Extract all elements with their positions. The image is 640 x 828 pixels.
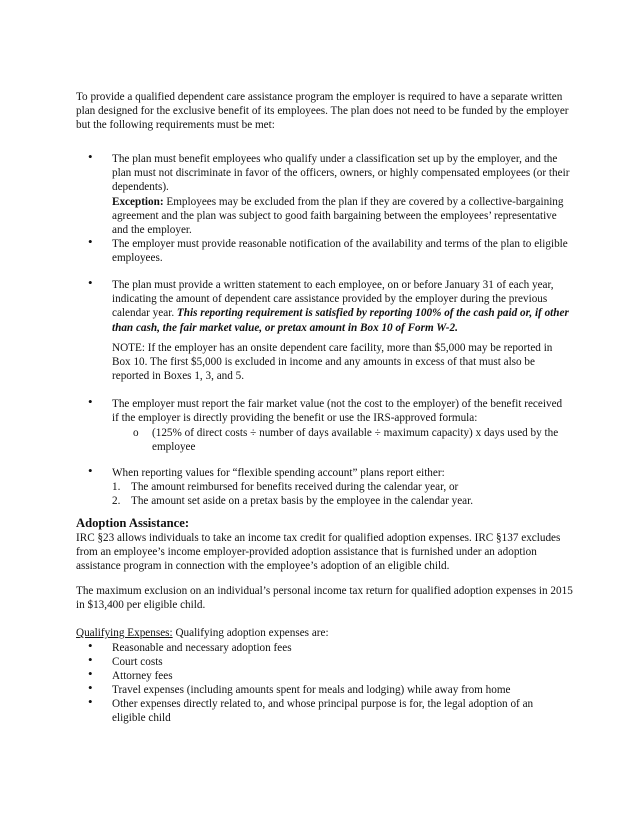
expense-item: Other expenses directly related to, and whose principal purpose is for, the legal adoption of an eligible child <box>112 698 534 725</box>
requirement-fair-market-value: The employer must report the fair market value (not the cost to the employer) of the benefit received if the employer is directly providing the benefit or use the IRS-approved formula: <box>112 398 563 425</box>
expense-item: Travel expenses (including amounts spent for meals and lodging) while away from home <box>112 684 511 696</box>
expense-item: Reasonable and necessary adoption fees <box>112 642 292 654</box>
option-number: 2. <box>112 495 121 507</box>
bullet-marker: • <box>88 652 93 667</box>
expense-item: Court costs <box>112 656 163 668</box>
bullet-marker: • <box>88 149 93 164</box>
intro-paragraph: To provide a qualified dependent care assistance program the employer is required to have a separate written plan designed for the exclusive benefit of its employees. The plan does not need to be funded by the employer but the following requirements must be met: <box>76 91 569 132</box>
qualifying-expenses-label: Qualifying Expenses: <box>76 627 173 639</box>
bullet-marker: • <box>88 694 93 709</box>
bullet-marker: • <box>88 680 93 695</box>
fsa-option-reimbursed: The amount reimbursed for benefits received during the calendar year, or <box>131 481 459 493</box>
exception-label: Exception: <box>112 195 164 208</box>
bullet-marker: • <box>88 638 93 653</box>
fsa-option-set-aside: The amount set aside on a pretax basis by the employee in the calendar year. <box>131 495 474 507</box>
reporting-emphasis: This reporting requirement is satisfied by reporting 100% of the cash paid or, if other than cash, the fair market value, or pretax amount in Box 10 of Form W-2. <box>112 307 569 334</box>
bullet-marker: • <box>88 275 93 290</box>
requirement-classification-text: The plan must benefit employees who qualify under a classification set up by the employer, and the plan must not discriminate in favor of the officers, owners, or highly compensated employees (or their dependents). <box>112 153 570 194</box>
onsite-facility-note: NOTE: If the employer has an onsite dependent care facility, more than $5,000 may be reported in Box 10. The first $5,000 is excluded in income and any amounts in excess of that must also be reported in Boxes 1, 3, and 5. <box>112 342 553 383</box>
adoption-paragraph-exclusion: The maximum exclusion on an individual’s personal income tax return for qualified adoption expenses in 2015 in $13,400 per eligible child. <box>76 585 573 612</box>
requirement-notification: The employer must provide reasonable notification of the availability and terms of the plan to eligible employees. <box>112 238 568 265</box>
written-statement-text: The plan must provide a written statement to each employee, on or before January 31 of each year, indicating the amount of dependent care assistance provided by the employer during the previous calendar year. <box>112 279 554 320</box>
bullet-marker: • <box>88 463 93 478</box>
sub-bullet-marker: o <box>133 427 139 439</box>
qualifying-expenses-intro <box>76 626 329 640</box>
adoption-paragraph-credit: IRC §23 allows individuals to take an income tax credit for qualified adoption expenses. IRC §137 excludes from an employee’s income employer-provided adoption assistance that is furnished under an adoption assistance program in connection with the employee’s adoption of an eligible child. <box>76 532 561 573</box>
requirement-written-statement <box>112 278 570 335</box>
bullet-marker: • <box>88 394 93 409</box>
option-number: 1. <box>112 481 121 493</box>
expense-item: Attorney fees <box>112 670 173 682</box>
adoption-heading: Adoption Assistance: <box>76 516 190 530</box>
requirement-classification <box>112 152 570 237</box>
requirement-fsa-reporting: When reporting values for “flexible spending account” plans report either: <box>112 467 445 479</box>
exception-text: Employees may be excluded from the plan if they are covered by a collective-bargaining agreement and the plan was subject to good faith bargaining between the employees’ representative and the employer. <box>112 195 564 237</box>
bullet-marker: • <box>88 666 93 681</box>
qualifying-expenses-text: Qualifying adoption expenses are: <box>172 627 329 639</box>
bullet-marker: • <box>88 234 93 249</box>
irs-formula: (125% of direct costs ÷ number of days available ÷ maximum capacity) x days used by the employee <box>152 427 559 454</box>
